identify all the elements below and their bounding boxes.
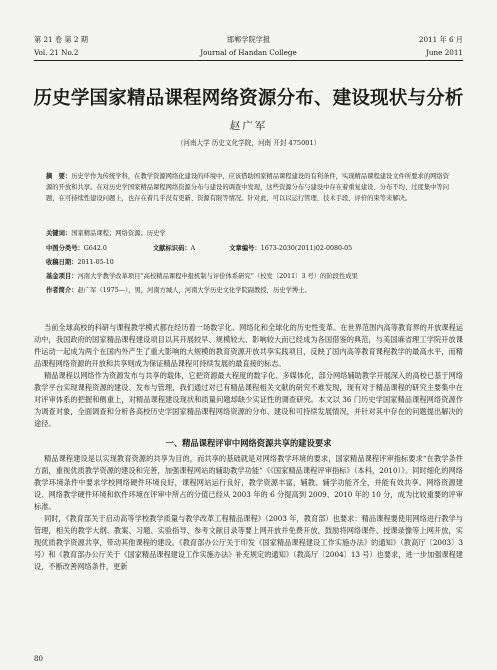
received-date [46, 258, 114, 267]
clc-label: 中图分类号： [46, 245, 84, 252]
journal-name-en: Journal of Handan College [200, 48, 297, 57]
date-cn: 2011 年 6 月 [418, 35, 463, 44]
intro-paragraph: 当前全球高校的科研与课程教学模式都在经历着一场数字化、网络化和全球化的历史性变革。在世界范围内高等教育界的开放课程运动中，我国政府的国家精品课程建设项目以其开展较早、规模较大、影响较大而已经成为各国借鉴的典范，与美国麻省理工学院开放课件运动一起成为两个在国内外产生了重大影响的大规模的教育资源开放共享实践项目，反映了国内高等教育课程教学的最高水平，而精品课程网络资源的开放和共享则成为保证精品课程可持续发展的最直接的标志。 [34, 323, 463, 368]
author-bio-text: 赵广军（1975—），男，河南方城人，河南大学历史文化学院副教授，历史学博士。 [77, 287, 311, 294]
fund-project [46, 272, 358, 281]
volume-issue-en: Vol. 21 No.2 [34, 48, 79, 57]
classification-line [46, 244, 352, 253]
author-name: 赵广军 [229, 120, 268, 132]
author-affiliation: （河南大学 历史文化学院，河南 开封 475001） [176, 139, 321, 147]
section-paragraph: 精品课程建设是以实现教育资源的共享为目的，而共享的基础就是对网络教学环境的要求，国家精品课程评审指标要求“在教学条件方面，重视优质教学资源的建设和完善，加强课程网站的辅助教学功能”《《国家精品课程评审指标》（本科，2010）》。同时细化的网络教学环境条件中要求学校网络硬件环境良好，课程网站运行良好，教学资源丰富，辅教、辅学功能齐全，并能有效共享。网络资源建设、网络教学硬件环境和软件环境在评审中所占的分值已经从 2003 年的 6 分提高到 2009、2010 年的 10 分，成为比较重要的评审标准。 [34, 454, 463, 511]
fund-label: 基金项目： [46, 273, 78, 280]
intro-section [34, 322, 463, 430]
section-body [34, 453, 463, 573]
doc-code-label: 文献标识码： [152, 245, 191, 252]
article-title: 历史学国家精品课程网络资源分布、建设现状与分析 [33, 88, 464, 109]
received-value: 2011-05-10 [77, 259, 114, 266]
keywords-label: 关键词： [46, 230, 72, 237]
section-paragraph: 同时，《教育部关于启动高等学校教学质量与教学改革工程精品课程》（2003 年，教育部）也要求：精品课程要使用网络进行教学与管理，相关的教学大纲、教案、习题、实验指导、参考文献目录等要上网开放并免费开放，鼓励将网络课件、授课录像等上网开放，实现优质教学资源共享，带动其他课程的建设。《教育部办公厅关于印发《国家精品课程建设工作实施办法》的通知》（教高厅〔2003〕3 号）和《教育部办公厅关于《国家精品课程建设工作实施办法》补充规定的通知》（教高厅〔2004〕13 号）也要求，进一步加强课程建设，不断改善网络条件，更新 [34, 514, 463, 571]
page-number: 80 [34, 655, 43, 663]
intro-paragraph: 精品课程以网络作为资源发布与共享的载体，它把资源最大程度的数字化、多媒体化，部分网络辅助教学开展深入的高校已基于网络教学平台实现课程资源的建设、发布与管理，我们通过对已有精品课程相关文献的研究不难发现，现有对于精品课程的研究主要集中在对评审体系的把握和侧重上，对精品课程建设现状和质量问题却缺少实证性的调查研究。本文以 36 门历史学国家精品课程网络资源作为调查对象，全面调查和分析各高校历史学国家精品课程网络资源的分布、建设和可持续发展情况，并针对其中存在的问题提出解决的途径。 [34, 371, 463, 428]
header-rule [34, 60, 463, 61]
keywords-text: 国家精品课程；网络资源；历史学 [71, 230, 166, 237]
abstract [46, 171, 451, 204]
article-number-label: 文章编号： [229, 245, 261, 252]
abstract-text: 历史学作为传统学科，在教学资源网络化建设的环境中，应该借助国家精品课程建设的有利条件，实现精品课程建设文件所要求的网络资源的开放和共享。在对历史学国家精品课程网络资源分布与建设的调查中发现，这些资源分布与建设中存在着重复建设、分布不均、过度集中等问题，在可持续性建设问题上，也存在着几乎没有更新、资源有限等情况。针对此，可以以运行管理、技术手段、评价的束等来解决。 [46, 173, 449, 202]
author-bio [46, 286, 311, 295]
received-label: 收稿日期： [46, 259, 78, 266]
fund-text: 河南大学教学改革项目“高校精品课程申报机制与评价体系研究”（校发〔2011〕3 号）的阶段性成果 [77, 273, 358, 280]
keywords [46, 229, 166, 238]
doc-code-value: A [190, 245, 196, 252]
date-en: June 2011 [426, 48, 463, 57]
section-heading: 一、精品课程评审中网络资源共享的建设要求 [165, 438, 332, 448]
clc-value: G642.0 [83, 245, 107, 252]
author-bio-label: 作者简介： [46, 287, 78, 294]
abstract-label: 摘 要： [46, 173, 72, 180]
article-number-value: 1673-2030(2011)02-0080-05 [260, 245, 353, 252]
volume-issue-cn: 第 21 卷 第 2 期 [34, 35, 88, 44]
journal-name-cn: 邯郸学院学报 [226, 35, 271, 44]
